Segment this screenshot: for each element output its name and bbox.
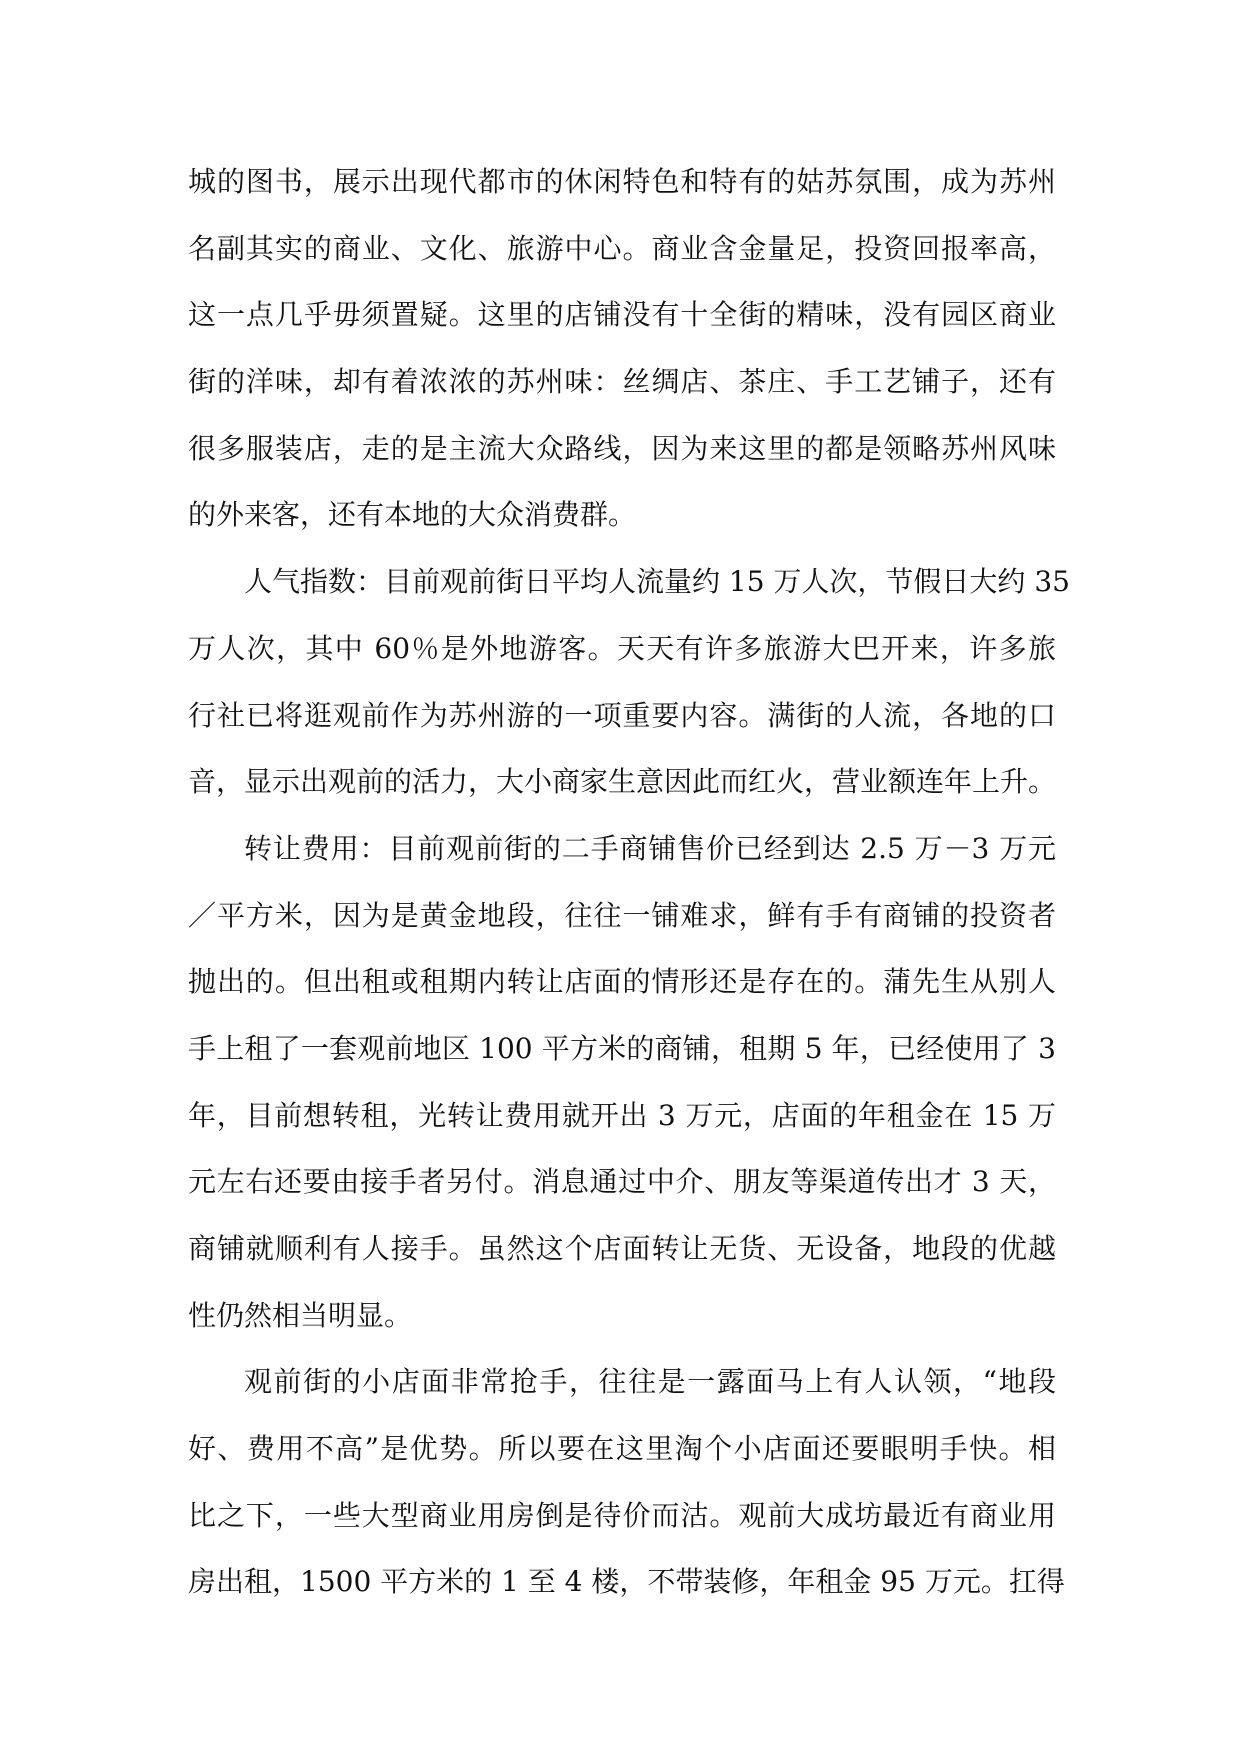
text-line: 的外来客，还有本地的大众消费群。 [188, 498, 637, 532]
text-line: 性仍然相当明显。 [188, 1298, 413, 1332]
text-line: 观前街的小店面非常抢手，往往是一露面马上有人认领，“地段 [244, 1365, 1056, 1399]
text-line: 抛出的。但出租或租期内转让店面的情形还是存在的。蒲先生从别人 [188, 965, 1056, 999]
text-line: 万人次，其中 60％是外地游客。天天有许多旅游大巴开来，许多旅 [188, 631, 1056, 665]
text-line: 街的洋味，却有着浓浓的苏州味：丝绸店、茶庄、手工艺铺子，还有 [188, 365, 1056, 399]
text-line: 人气指数：目前观前街日平均人流量约 15 万人次，节假日大约 35 [244, 565, 1070, 599]
text-line: 城的图书，展示出现代都市的休闲特色和特有的姑苏氛围，成为苏州 [188, 165, 1056, 198]
text-line: ／平方米，因为是黄金地段，往往一铺难求，鲜有手有商铺的投资者 [188, 898, 1056, 932]
text-line: 年，目前想转租，光转让费用就开出 3 万元，店面的年租金在 15 万 [188, 1098, 1056, 1132]
text-line: 很多服装店，走的是主流大众路线，因为来这里的都是领略苏州风味 [188, 431, 1056, 465]
body-text [188, 158, 1070, 1625]
text-line: 手上租了一套观前地区 100 平方米的商铺，租期 5 年，已经使用了 3 [188, 1031, 1056, 1065]
text-line: 商铺就顺利有人接手。虽然这个店面转让无货、无设备，地段的优越 [188, 1232, 1056, 1265]
text-line: 这一点几乎毋须置疑。这里的店铺没有十全街的精味，没有园区商业 [188, 298, 1056, 332]
text-line: 房出租，1500 平方米的 1 至 4 楼，不带装修，年租金 95 万元。扛得 [188, 1565, 1065, 1599]
text-line: 比之下，一些大型商业用房倒是待价而沽。观前大成坊最近有商业用 [188, 1498, 1056, 1532]
text-line: 行社已将逛观前作为苏州游的一项重要内容。满街的人流，各地的口 [188, 698, 1056, 732]
text-line: 元左右还要由接手者另付。消息通过中介、朋友等渠道传出才 3 天， [188, 1165, 1056, 1199]
text-line: 名副其实的商业、文化、旅游中心。商业含金量足，投资回报率高， [188, 231, 1056, 265]
text-line: 音，显示出观前的活力，大小商家生意因此而红火，营业额连年上升。 [188, 765, 1057, 799]
text-line: 转让费用：目前观前街的二手商铺售价已经到达 2.5 万－3 万元 [244, 831, 1056, 865]
text-line: 好、费用不高”是优势。所以要在这里淘个小店面还要眼明手快。相 [188, 1432, 1056, 1466]
